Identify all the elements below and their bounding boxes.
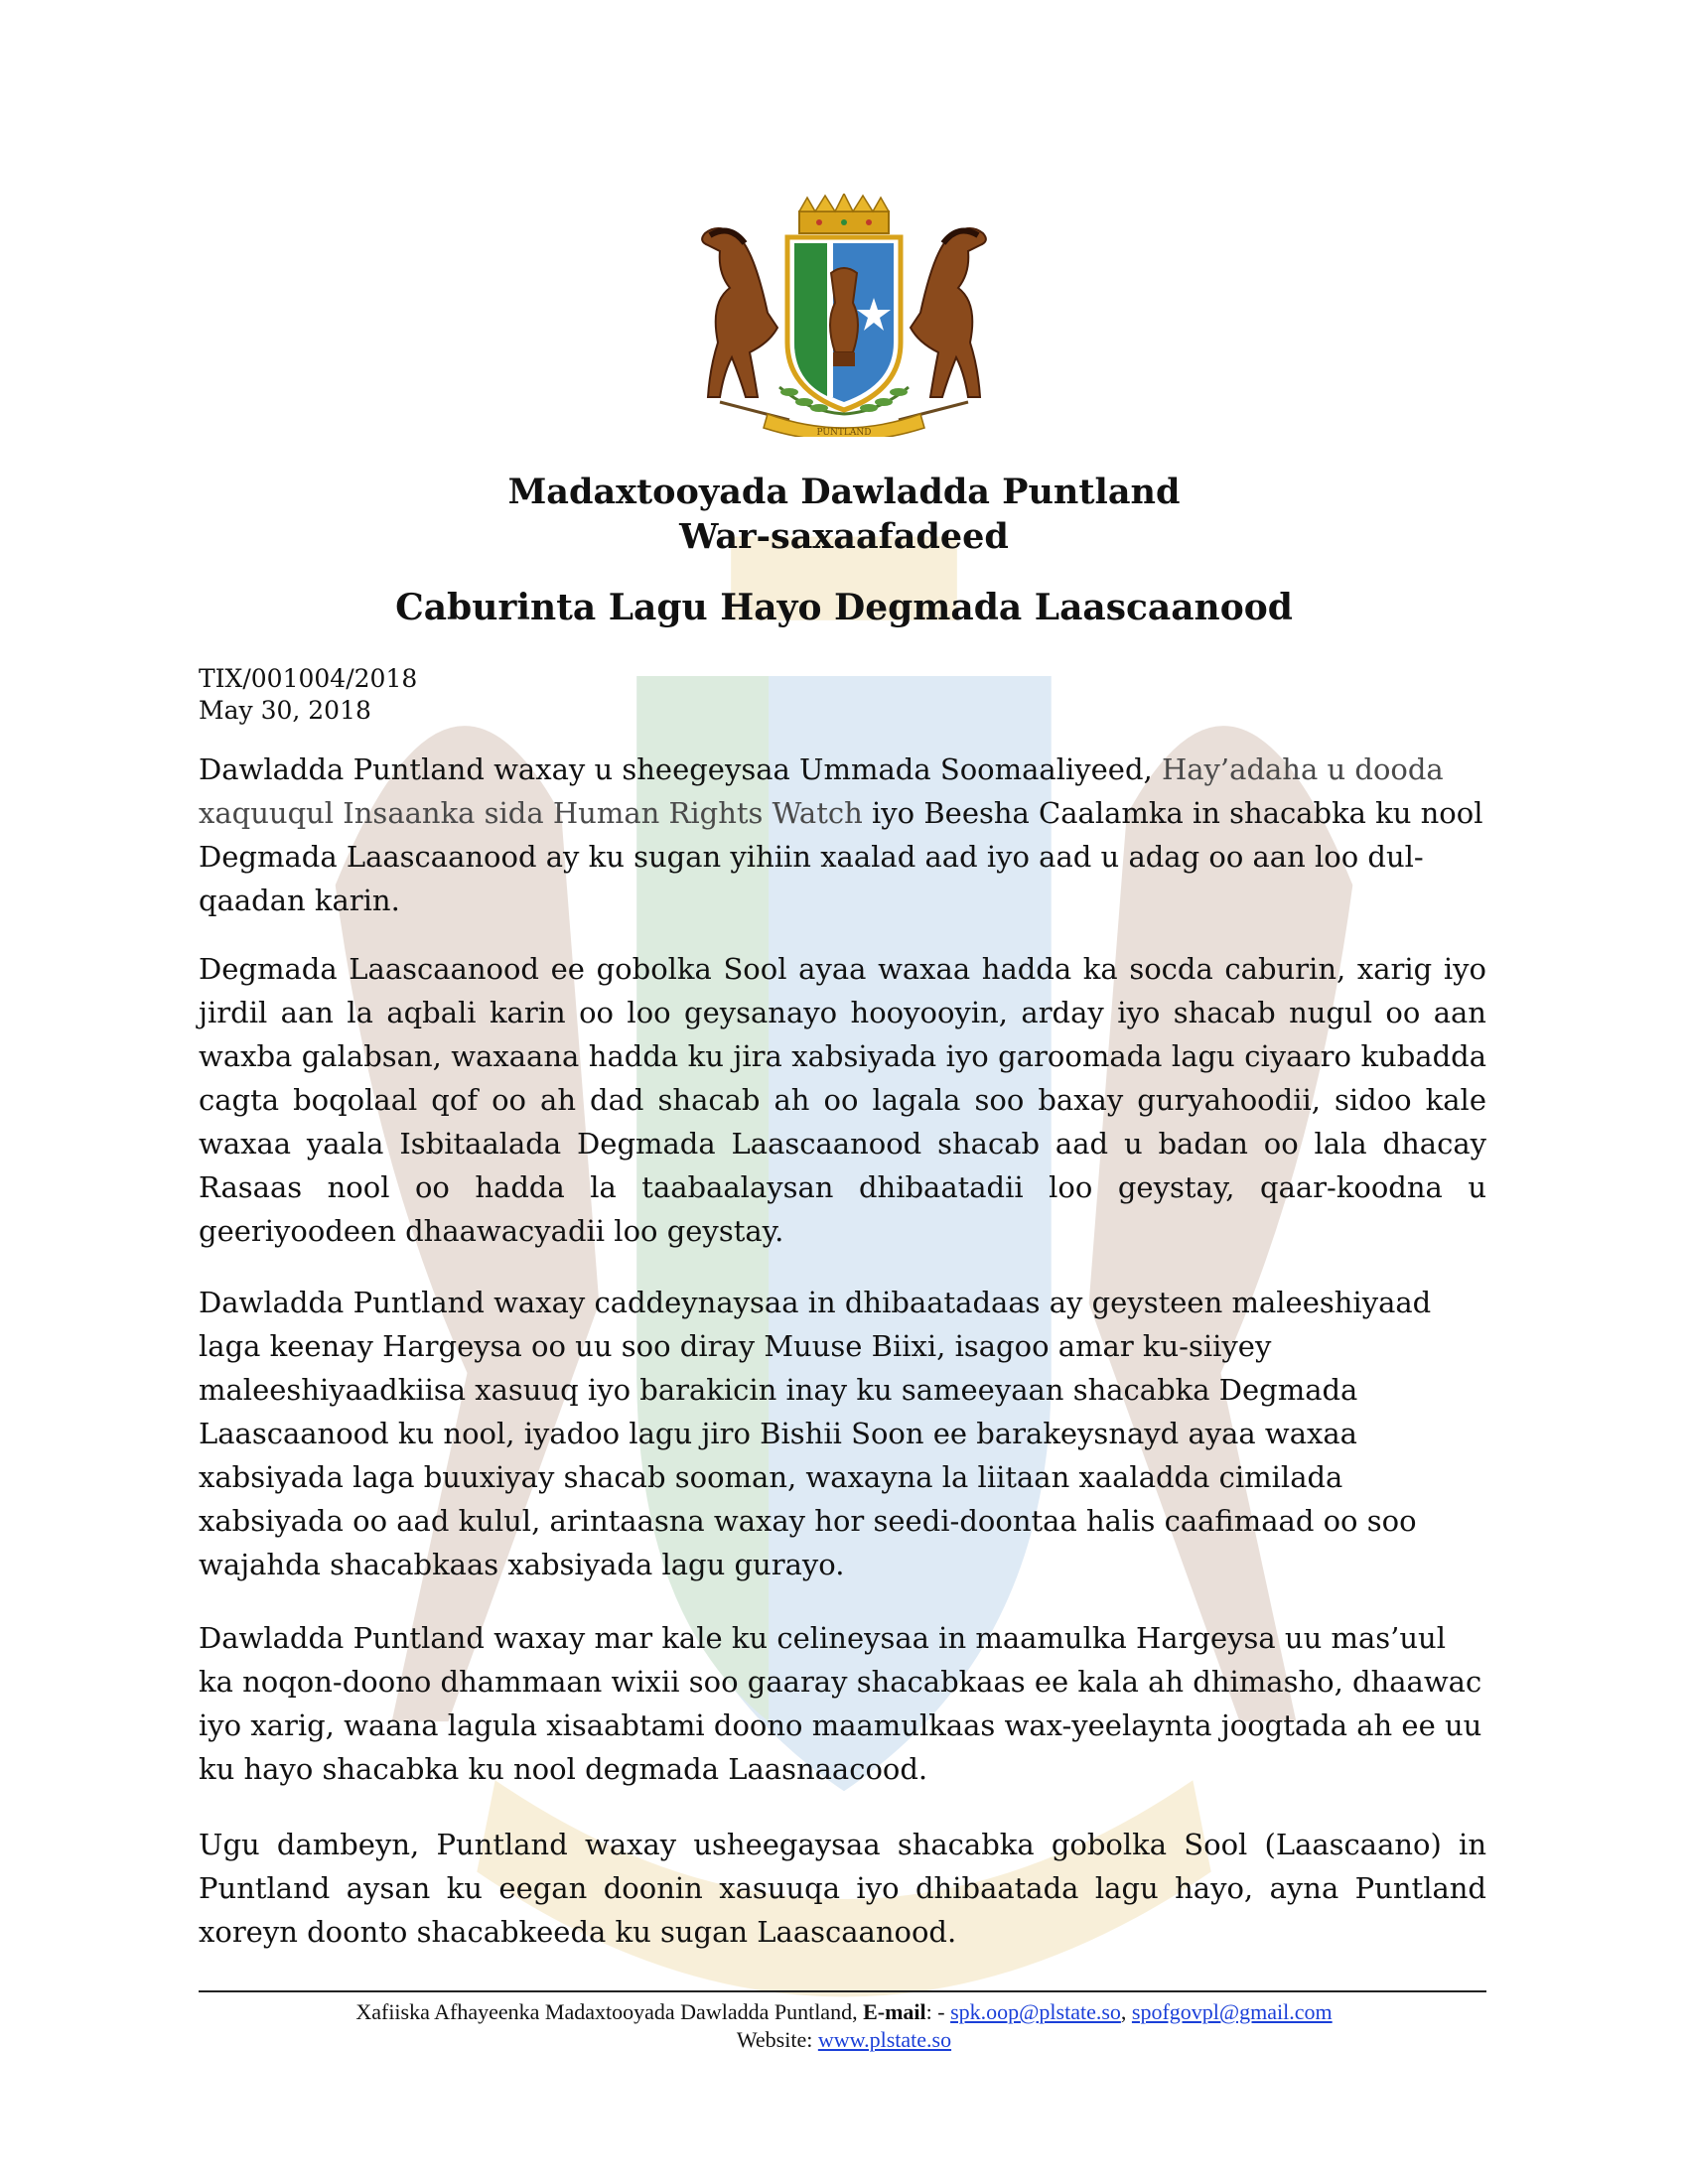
paragraph-1-start: Dawladda Puntland waxay u sheegeysaa Ummada Soomaaliyeed, — [199, 752, 1162, 786]
email-link-2[interactable]: spofgovpl@gmail.com — [1131, 1999, 1333, 2024]
puntland-coat-of-arms — [650, 194, 1038, 437]
paragraph-3: Dawladda Puntland waxay caddeynaysaa in dhibaatadaas ay geysteen maleeshiyaad laga keenay Hargeysa oo uu soo diray Muuse Biixi, isagoo amar ku-siiyey maleeshiyaadkiisa xasuuq iyo barakicin inay ku sameeyaan shacabka Degmada Laascaanood ku nool, iyadoo lagu jiro Bishii Soon ee barakeysnayd ayaa waxaa xabsiyada laga buuxiyay shacab sooman, waxayna la liitaan xaaladda cimilada xabsiyada oo aad kulul, arintaasna waxay hor seedi-doontaa halis caafimaad oo soo wajahda shacabkaas xabsiyada lagu gurayo. — [199, 1286, 1432, 1581]
horse-left-icon — [702, 228, 777, 397]
paragraph-1 — [199, 748, 1486, 922]
svg-text:PUNTLAND: PUNTLAND — [816, 428, 872, 437]
crown-icon — [799, 194, 889, 233]
shield-icon — [787, 237, 901, 410]
email-comma: , — [1120, 1999, 1132, 2024]
paragraph-5: Ugu dambeyn, Puntland waxay usheegaysaa shacabka gobolka Sool (Laascaano) in Puntland aysan ku eegan doonin xasuuqa iyo dhibaatada lagu hayo, ayna Puntland xoreyn doonto shacabkeeda ku sugan Laascaanood. — [199, 1828, 1486, 1949]
document-type: War-saxaafadeed — [679, 516, 1009, 557]
paragraph-2: Degmada Laascaanood ee gobolka Sool ayaa waxaa hadda ka socda caburin, xarig iyo jirdil aan la aqbali karin oo loo geysanayo hooyooyin, arday iyo shacab nugul oo aan waxba galabsan, waxaana hadda ku jira xabsiyada iyo garoomada lagu ciyaaro kubadda cagta boqolaal qof oo ah dad shacab ah oo lagala soo baxay guryahoodii, sidoo kale waxaa yaala Isbitaalada Degmada Laascaanood shacab aad u badan oo lala dhacay Rasaas nool oo hadda la taabaalaysan dhibaatadii loo geystay, qaar-koodna u geeriyoodeen dhaawacyadii loo geystay. — [199, 952, 1486, 1248]
paragraph-4: Dawladda Puntland waxay mar kale ku celineysaa in maamulka Hargeysa uu mas’uul ka noqon-doono dhammaan wixii soo gaaray shacabkaas ee kala ah dhimasho, dhaawac iyo xarig, waana lagula xisaabtami doono maamulkaas wax-yeelaynta joogtada ah ee uu ku hayo shacabka ku nool degmada Laasnaacood. — [199, 1621, 1482, 1786]
paragraph-1-end: iyo Beesha Caalamka in shacabka ku nool Degmada Laascaanood ay ku sugan yihiin xaalad aad iyo aad u adag oo aan loo dul-qaadan karin. — [199, 796, 1483, 917]
email-link-1[interactable]: spk.oop@plstate.so — [950, 1999, 1121, 2024]
document-title: Caburinta Lagu Hayo Degmada Laascaanood — [395, 587, 1293, 628]
email-separator: : - — [925, 1999, 951, 2024]
footer-divider — [199, 1990, 1486, 1992]
website-link[interactable]: www.plstate.so — [817, 2027, 952, 2052]
email-label: E-mail — [863, 1999, 926, 2024]
paragraph-1-highlight: Hay’adaha u dooda xaquuqul Insaanka sida Human Rights Watch — [199, 752, 1444, 830]
horse-right-icon — [911, 228, 986, 397]
office-title: Madaxtooyada Dawladda Puntland — [507, 472, 1181, 512]
document-date: May 30, 2018 — [199, 696, 371, 725]
ribbon-banner — [764, 414, 924, 437]
footer-website — [0, 2026, 1688, 2054]
website-label: Website: — [736, 2027, 818, 2052]
footer-contact — [0, 1998, 1688, 2026]
footer-office-text: Xafiiska Afhayeenka Madaxtooyada Dawladda Puntland, — [355, 1999, 864, 2024]
reference-number: TIX/001004/2018 — [199, 664, 418, 693]
